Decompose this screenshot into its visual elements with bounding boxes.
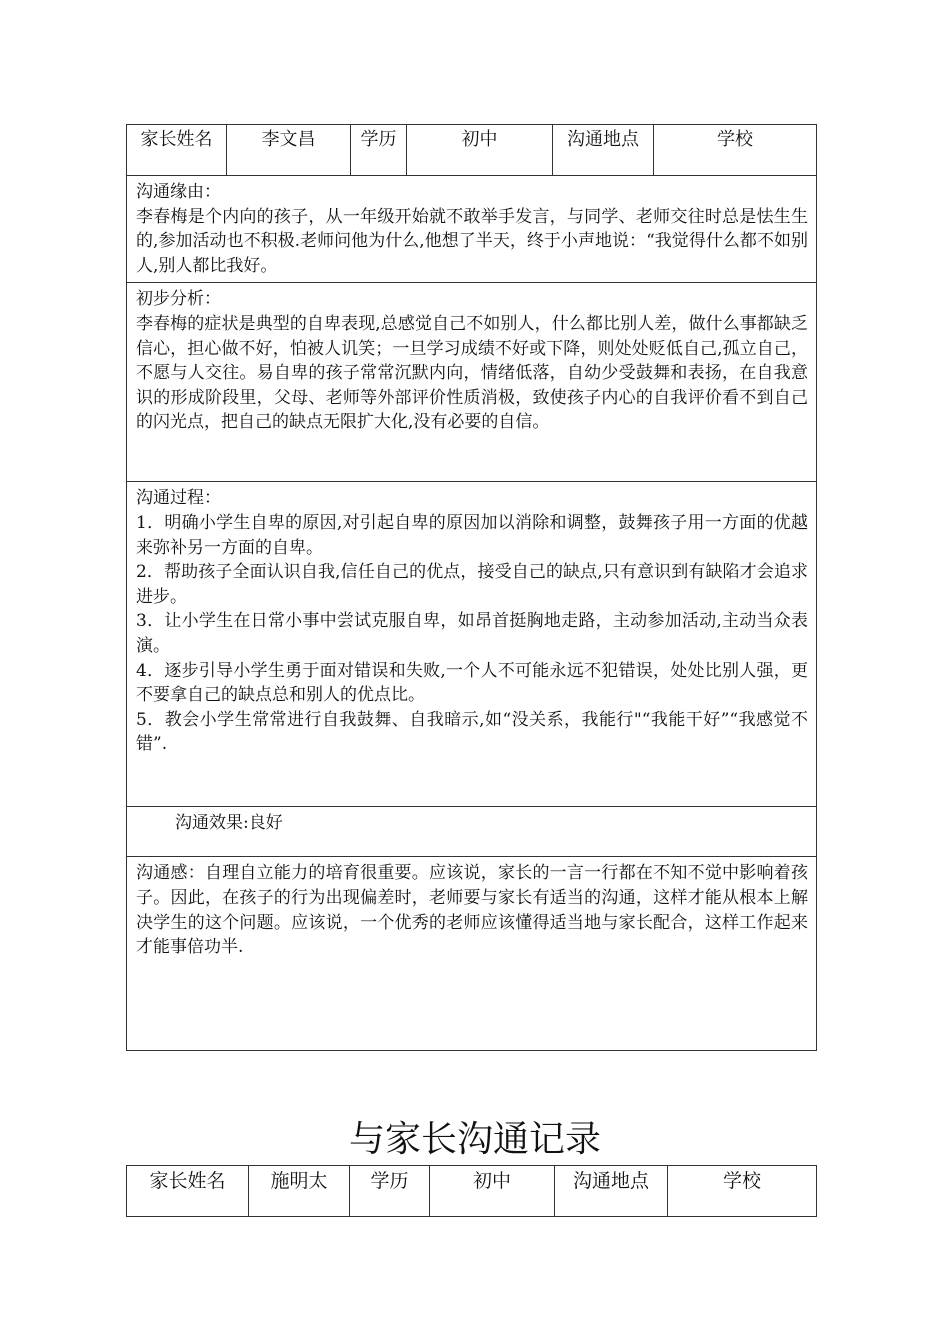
parent-name-value: 施明太: [249, 1166, 350, 1217]
education-value: 初中: [407, 125, 553, 176]
process-row: [127, 482, 817, 807]
reason-text: 李春梅是个内向的孩子，从一年级开始就不敢举手发言，与同学、老师交往时总是怯生生的,参加活动也不积极.老师问他为什么,他想了半天，终于小声地说：“我觉得什么都不如别人,别人都比我好。: [136, 206, 808, 276]
record-header-row: [127, 125, 817, 176]
analysis-section: [127, 283, 817, 482]
communication-record-table-2: [126, 1165, 817, 1217]
parent-name-label: 家长姓名: [127, 125, 227, 176]
reason-section: [127, 176, 817, 283]
parent-name-label: 家长姓名: [127, 1166, 249, 1217]
education-value: 初中: [430, 1166, 555, 1217]
page-title: 与家长沟通记录: [348, 1119, 601, 1160]
reason-label: 沟通缘由：: [136, 182, 221, 202]
education-label: 学历: [351, 125, 407, 176]
effect-text: 沟通效果:良好: [175, 813, 283, 834]
analysis-text: 李春梅的症状是典型的自卑表现,总感觉自己不如别人，什么都比别人差，做什么事都缺乏信心，担心做不好，怕被人讥笑；一旦学习成绩不好或下降，则处处贬低自己,孤立自己，不愿与人交往。易自卑的孩子常常沉默内向，情绪低落，自幼少受鼓舞和表扬，在自我意识的形成阶段里，父母、老师等外部评价性质消极，致使孩子内心的自我评价看不到自己的闪光点，把自己的缺点无限扩大化,没有必要的自信。: [136, 313, 808, 433]
process-item: 3．让小学生在日常小事中尝试克服自卑，如昂首挺胸地走路，主动参加活动,主动当众表演。: [136, 611, 808, 656]
effect-row: [127, 807, 817, 857]
location-value: 学校: [654, 125, 817, 176]
location-label: 沟通地点: [555, 1166, 668, 1217]
reflection-text: 沟通感：自理自立能力的培育很重要。应该说，家长的一言一行都在不知不觉中影响着孩子。因此，在孩子的行为出现偏差时，老师要与家长有适当的沟通，这样才能从根本上解决学生的这个问题。应该说，一个优秀的老师应该懂得适当地与家长配合，这样工作起来才能事倍功半.: [136, 863, 808, 958]
record-header-row: [127, 1166, 817, 1217]
reason-row: [127, 176, 817, 283]
parent-name-value: 李文昌: [227, 125, 351, 176]
reflection-row: [127, 857, 817, 1051]
education-label: 学历: [350, 1166, 430, 1217]
process-section: [127, 482, 817, 807]
process-item: 5．教会小学生常常进行自我鼓舞、自我暗示,如“没关系，我能行"“我能干好”“我感觉不错”.: [136, 709, 808, 755]
process-item: 4．逐步引导小学生勇于面对错误和失败,一个人不可能永远不犯错误，处处比别人强，更不要拿自己的缺点总和别人的优点比。: [136, 660, 808, 706]
location-value: 学校: [668, 1166, 817, 1217]
analysis-label: 初步分析：: [136, 289, 221, 310]
reflection-section: [127, 857, 817, 1051]
process-item: 2．帮助孩子全面认识自我,信任自己的优点，接受自己的缺点,只有意识到有缺陷才会追求进步。: [136, 562, 808, 607]
effect-section: [127, 807, 817, 857]
process-label: 沟通过程：: [136, 488, 221, 509]
process-item: 1．明确小学生自卑的原因,对引起自卑的原因加以消除和调整，鼓舞孩子用一方面的优越来弥补另一方面的自卑。: [136, 512, 808, 558]
analysis-row: [127, 283, 817, 482]
location-label: 沟通地点: [553, 125, 654, 176]
communication-record-table-1: [126, 124, 817, 1051]
